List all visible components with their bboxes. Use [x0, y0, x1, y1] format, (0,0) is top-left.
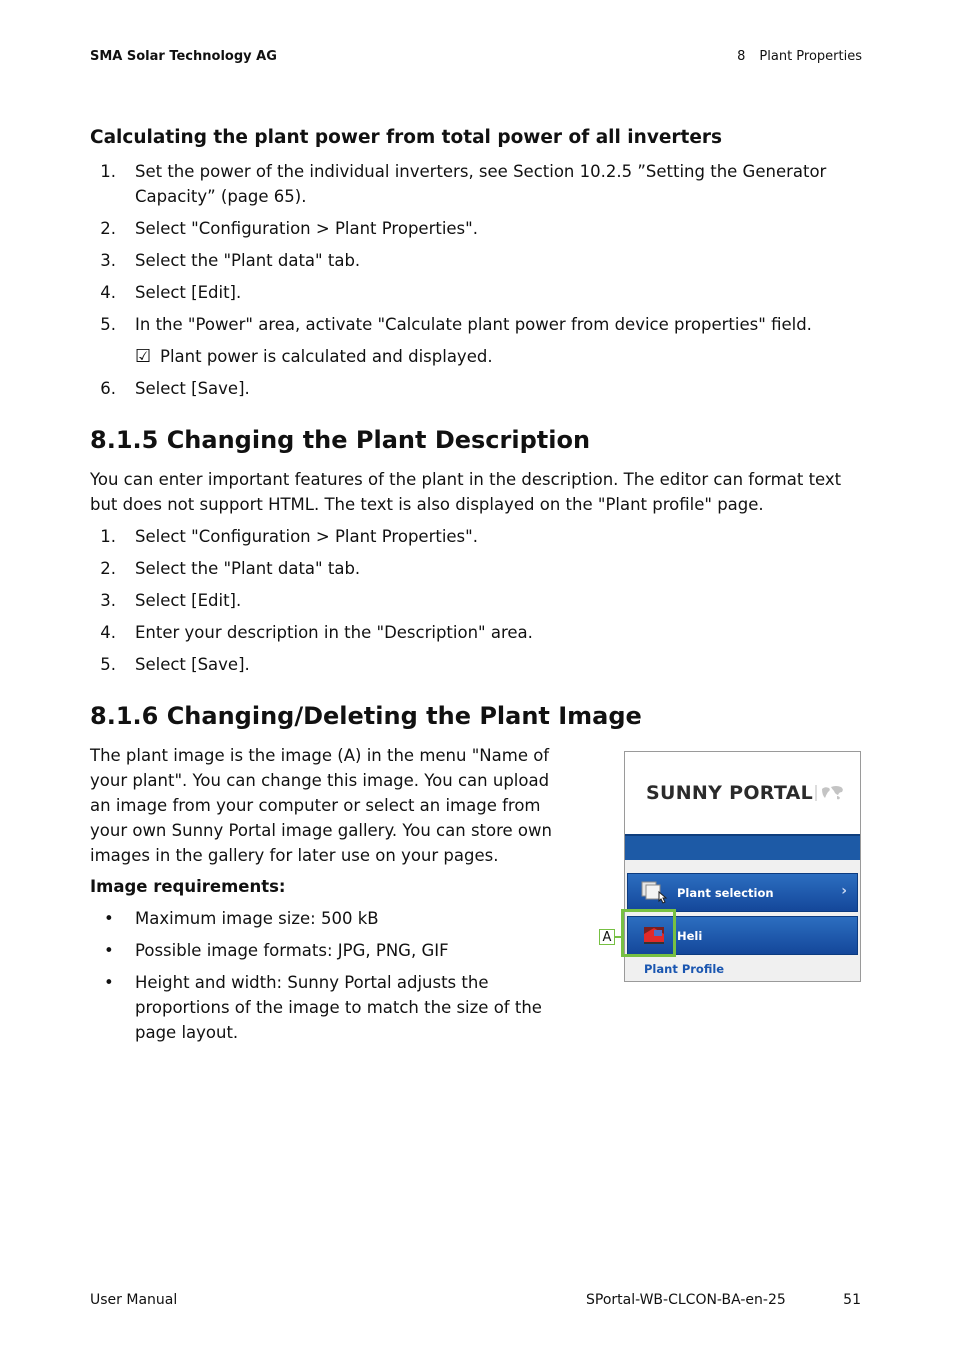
footer-doc-type: User Manual	[90, 1292, 178, 1308]
plant-selection-icon	[640, 878, 670, 908]
step-number: 3.	[100, 251, 116, 270]
step-text: Select [Save].	[135, 655, 250, 674]
step-number: 5.	[100, 315, 116, 334]
footer-page-number: 51	[843, 1292, 861, 1308]
image-requirements-list	[90, 906, 560, 1045]
section-815-steps	[90, 524, 862, 677]
step-text: Enter your description in the "Description" area.	[135, 623, 533, 642]
list-item	[90, 620, 862, 645]
list-item	[90, 556, 862, 581]
plant-selection-button[interactable]	[627, 873, 858, 912]
step-text: Select the "Plant data" tab.	[135, 559, 361, 578]
list-item	[90, 938, 560, 963]
callout-highlight-box	[621, 909, 676, 957]
step-text: Select [Save].	[135, 379, 250, 398]
checkbox-checked-icon: ☑	[135, 346, 152, 367]
world-map-icon	[815, 783, 847, 803]
plant-profile-link[interactable]: Plant Profile	[644, 962, 725, 976]
result-line	[90, 344, 862, 369]
list-item	[90, 312, 862, 337]
plant-name-label: Heli	[677, 929, 703, 943]
section-815-intro: You can enter important features of the plant in the description. The editor can format text but does not support HTML. The text is also displayed on the "Plant profile" page.	[90, 470, 842, 514]
list-item	[90, 248, 862, 273]
step-number: 1.	[100, 527, 116, 546]
sunny-portal-logo: SUNNY PORTAL	[646, 782, 814, 804]
section-815-title: 8.1.5 Changing the Plant Description	[90, 426, 591, 454]
bullet-text: Height and width: Sunny Portal adjusts the proportions of the image to match the size of the page layout.	[135, 973, 542, 1042]
section-calc-last-step	[90, 376, 862, 401]
callout-line	[614, 936, 622, 938]
chevron-right-icon: ›	[841, 883, 847, 899]
chapter-title: Plant Properties	[759, 49, 862, 64]
step-number: 3.	[100, 591, 116, 610]
step-number: 1.	[100, 162, 116, 181]
step-number: 2.	[100, 559, 116, 578]
step-number: 6.	[100, 379, 116, 398]
list-item	[90, 376, 862, 401]
step-number: 4.	[100, 623, 116, 642]
list-item	[90, 588, 862, 613]
chapter-number: 8	[737, 49, 746, 64]
step-text: In the "Power" area, activate "Calculate plant power from device properties" field.	[135, 315, 812, 334]
bullet-mark: •	[104, 973, 114, 992]
step-number: 2.	[100, 219, 116, 238]
list-item	[90, 280, 862, 305]
step-number: 5.	[100, 655, 116, 674]
footer-doc-id: SPortal-WB-CLCON-BA-en-25	[586, 1292, 786, 1308]
plant-selection-label: Plant selection	[677, 886, 774, 900]
section-816-title: 8.1.6 Changing/Deleting the Plant Image	[90, 702, 642, 730]
list-item	[90, 159, 862, 209]
step-text: Select "Configuration > Plant Properties".	[135, 219, 478, 238]
result-text: Plant power is calculated and displayed.	[160, 347, 493, 366]
step-number: 4.	[100, 283, 116, 302]
bullet-mark: •	[104, 909, 114, 928]
section-calc-steps	[90, 159, 862, 337]
list-item	[90, 906, 560, 931]
list-item	[90, 970, 560, 1045]
bullet-mark: •	[104, 941, 114, 960]
bullet-text: Possible image formats: JPG, PNG, GIF	[135, 941, 449, 960]
blue-header-bar	[625, 834, 860, 860]
bullet-text: Maximum image size: 500 kB	[135, 909, 379, 928]
section-calc-title: Calculating the plant power from total power of all inverters	[90, 127, 723, 148]
list-item	[90, 652, 862, 677]
section-816-intro: The plant image is the image (A) in the menu "Name of your plant". You can change this image. You can upload an image from your computer or select an image from your own Sunny Portal image gallery. You can store own images in the gallery for later use on your pages.	[90, 746, 552, 865]
list-item	[90, 524, 862, 549]
running-header-chapter	[737, 49, 862, 64]
step-text: Select [Edit].	[135, 591, 242, 610]
list-item	[90, 216, 862, 241]
step-text: Select [Edit].	[135, 283, 242, 302]
running-header-company: SMA Solar Technology AG	[90, 49, 277, 64]
image-requirements-label: Image requirements:	[90, 877, 286, 896]
step-text: Set the power of the individual inverters, see Section 10.2.5 ”Setting the Generator Capacity” (page 65).	[135, 162, 827, 206]
step-text: Select the "Plant data" tab.	[135, 251, 361, 270]
logo-area	[625, 752, 860, 834]
callout-label-a: A	[599, 929, 615, 945]
step-text: Select "Configuration > Plant Properties".	[135, 527, 478, 546]
